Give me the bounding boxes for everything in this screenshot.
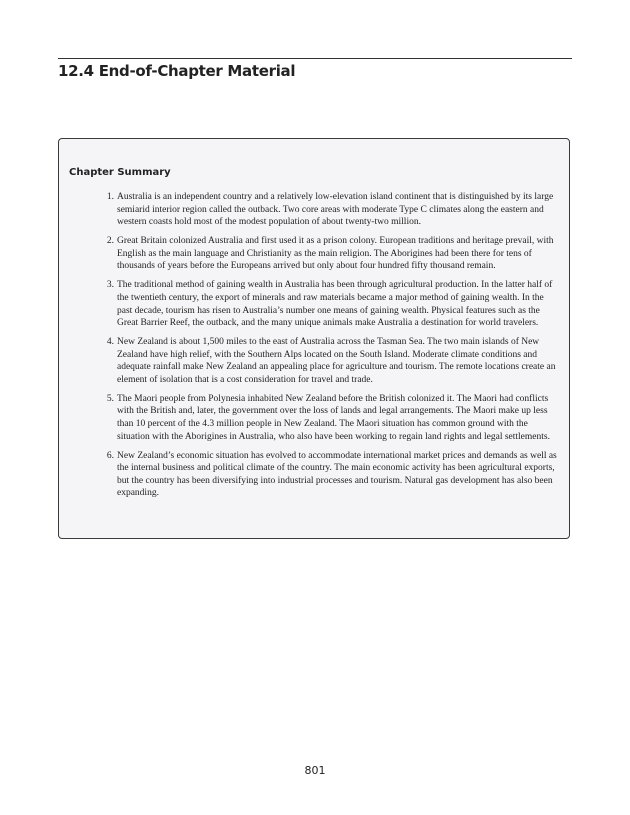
summary-item-text: The Maori people from Polynesia inhabited New Zealand before the British colonized it. The Maori had conflicts with the British and, later, the government over the loss of lands and legal arrangements. The Maori make up less than 10 percent of the 4.3 million people in New Zealand. The Maori situation has common ground with the situation with the Aborigines in Australia, who also have been working to regain land rights and legal settlements. xyxy=(117,393,550,442)
summary-item-number: 6. xyxy=(106,450,114,461)
summary-item-number: 3. xyxy=(106,280,114,291)
summary-item-number: 1. xyxy=(106,192,114,202)
summary-item-6 xyxy=(106,450,560,500)
summary-item-number: 5. xyxy=(106,393,114,404)
summary-item-text: The traditional method of gaining wealth in Australia has been through agricultural production. In the latter half of the twentieth century, the export of minerals and raw materials became a major method of gaining wealth. In the past decade, tourism has risen to Australia’s number one means of gaining wealth. Physical features such as the Great Barrier Reef, the outback, and the many unique animals make Australia a destination for world travelers. xyxy=(117,280,553,329)
section-heading: 12.4 End-of-Chapter Material xyxy=(58,62,296,80)
top-rule xyxy=(58,58,572,59)
summary-item-text: New Zealand’s economic situation has evolved to accommodate international market prices and demands as well as the internal business and political climate of the country. The main economic activity has been agricultural exports, but the country has been diversifying into industrial processes and tourism. Natural gas development has also been expanding. xyxy=(117,450,557,499)
summary-item-2 xyxy=(106,235,560,273)
summary-item-text: Great Britain colonized Australia and first used it as a prison colony. European traditions and heritage prevail, with English as the main language and Christianity as the main religion. The Aborigines had been there for tens of thousands of years before the Europeans arrived but only about four hundred fifty thousand remain. xyxy=(117,236,554,272)
summary-item-text: Australia is an independent country and a relatively low-elevation island continent that is distinguished by its large semiarid interior region called the outback. Two core areas with moderate Type C climates along the eastern and western coasts hold most of the modest population of about twenty-two million. xyxy=(117,192,554,228)
summary-item-text: New Zealand is about 1,500 miles to the east of Australia across the Tasman Sea. The two main islands of New Zealand have high relief, with the Southern Alps located on the South Island. Moderate climate conditions and adequate rainfall make New Zealand an appealing place for agriculture and tourism. The remote locations create an element of isolation that is a cost consideration for travel and trade. xyxy=(117,337,556,385)
chapter-summary-title: Chapter Summary xyxy=(69,167,171,178)
summary-item-4 xyxy=(106,336,560,386)
page-number: 801 xyxy=(304,764,326,777)
summary-item-1 xyxy=(106,191,560,229)
summary-item-number: 4. xyxy=(106,337,114,348)
chapter-summary-list xyxy=(106,191,560,506)
summary-item-number: 2. xyxy=(106,236,114,247)
summary-item-3 xyxy=(106,279,560,329)
summary-item-5 xyxy=(106,393,560,443)
chapter-summary-box xyxy=(58,138,570,539)
